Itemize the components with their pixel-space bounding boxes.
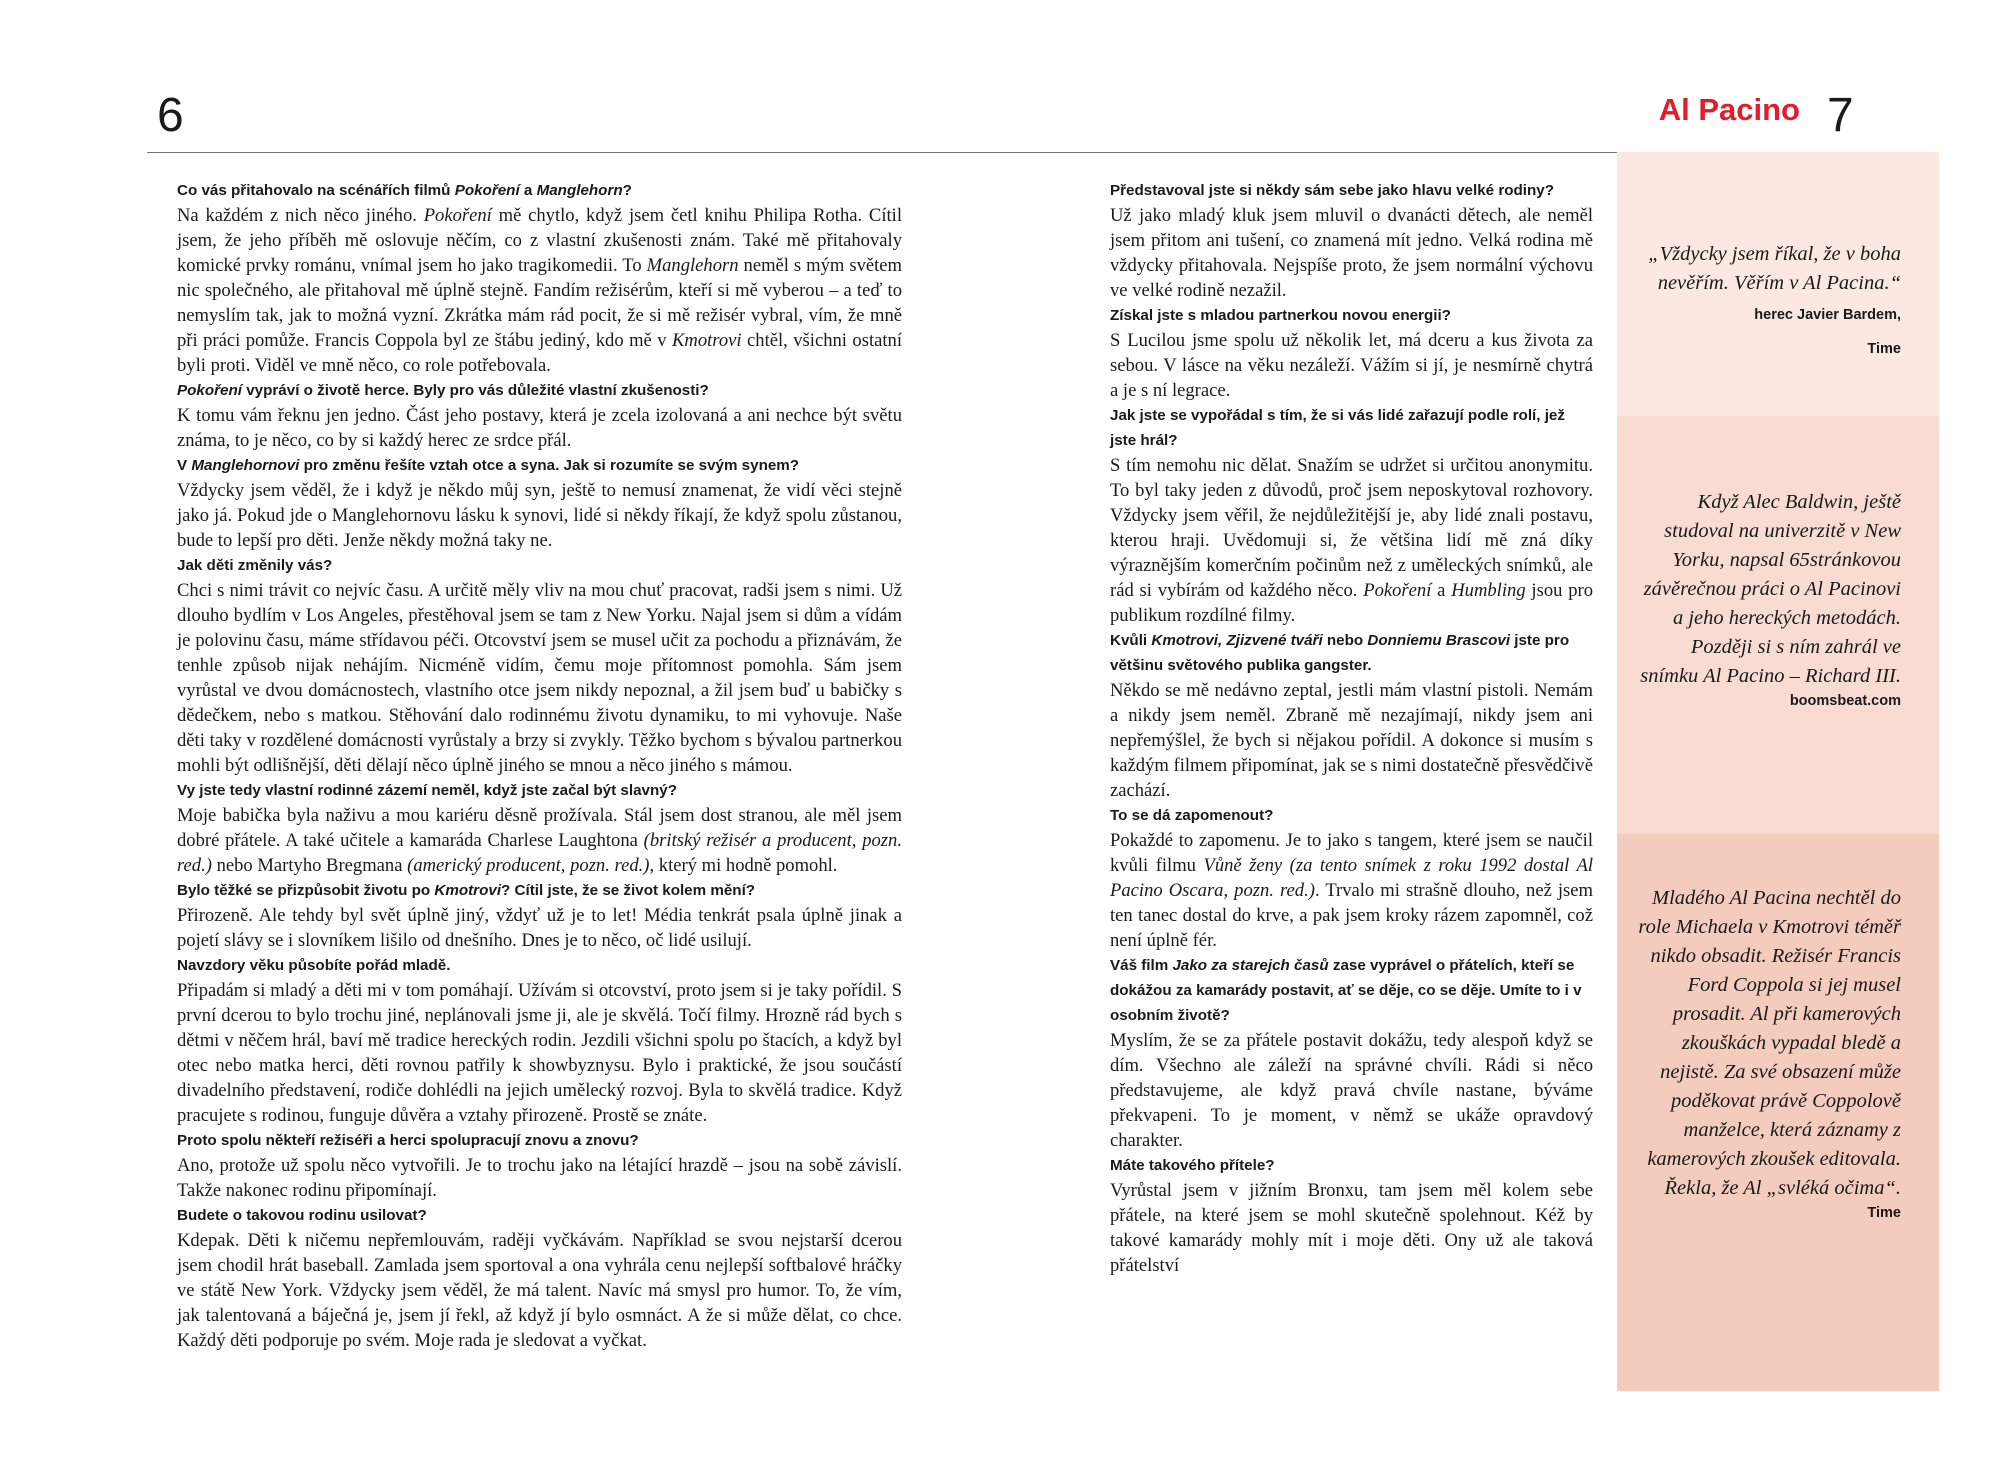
sidebar-fact-source: Time bbox=[1867, 1205, 1901, 1221]
interview-answer: Moje babička byla naživu a mou kariéru děsně prožívala. Stál jsem dost stranou, ale měl jsem dobré přátele. A také učitele a kamaráda Charlese Laughtona (britský režisér a producent, pozn. red.) nebo Martyho Bregmana (americký producent, pozn. red.), který mi hodně pomohl. bbox=[177, 805, 902, 876]
page-number-right: 7 bbox=[1827, 89, 1854, 142]
sidebar-fact-baldwin bbox=[1617, 416, 1939, 834]
interview-question: Váš film Jako za starejch časů zase vyprável o přátelích, kteří se dokážou za kamarády postavit, ať se děje, co se děje. Umíte to i v osobním životě? bbox=[1110, 957, 1582, 1024]
sidebar-fact-coppola bbox=[1617, 834, 1939, 1391]
interview-answer: Pokaždé to zapomenu. Je to jako s tangem, které jsem se naučil kvůli filmu Vůně ženy (za tento snímek z roku 1992 dostal Al Pacino Oscara, pozn. red.). Trvalo mi strašně dlouho, než jsem ten tanec dostal do krve, a pak jsem kroky rázem zapomněl, což není úplně fér. bbox=[1110, 830, 1594, 951]
interview-question: Vy jste tedy vlastní rodinné zázemí neměl, když jste začal být slavný? bbox=[177, 782, 677, 799]
interview-question: Máte takového přítele? bbox=[1110, 1157, 1275, 1174]
interview-question: Navzdory věku působíte pořád mladě. bbox=[177, 957, 451, 974]
interview-question: Kvůli Kmotrovi, Zjizvené tváři nebo Donniemu Brascovi jste pro většinu světového publika gangster. bbox=[1110, 632, 1570, 674]
sidebar-quote-text: „Vždycky jsem říkal, že v boha nevěřím. Věřím v Al Pacina.“ bbox=[1648, 243, 1901, 294]
interview-answer: K tomu vám řeknu jen jedno. Část jeho postavy, která je zcela izolovaná a ani nechce být světu známa, to je něco, co by si každý herec ze srdce přál. bbox=[177, 405, 902, 451]
running-head: Al Pacino bbox=[1658, 92, 1800, 127]
interview-question: Pokoření vypráví o životě herce. Byly pro vás důležité vlastní zkušenosti? bbox=[177, 382, 709, 399]
interview-question: Budete o takovou rodinu usilovat? bbox=[177, 1207, 427, 1224]
interview-question: To se dá zapomenout? bbox=[1110, 807, 1274, 824]
interview-answer: Už jako mladý kluk jsem mluvil o dvanácti dětech, ale neměl jsem přitom ani tušení, co znamená mít jedno. Velká rodina mě vždycky přitahovala. Nejspíše proto, že jsem normální výchovu ve velké rodině nezažil. bbox=[1110, 205, 1593, 301]
interview-question: Získal jste s mladou partnerkou novou energii? bbox=[1110, 307, 1451, 324]
sidebar-fact-source: boomsbeat.com bbox=[1789, 693, 1901, 709]
interview-answer: Připadám si mladý a děti mi v tom pomáhají. Užívám si otcovství, proto jsem si je taky pořídil. S první dcerou to bylo trochu jiné, neplánovali jsme ji, ale je skvělá. Točí filmy. Hrozně rád bych s dětmi v něčem hrál, baví mě tradice hereckých rodin. Jezdili všichni spolu po štacích, a když byl otec nebo matka herci, děti rovnou patřily k showbyznysu. Bylo i praktické, že jsou součástí divadelního představení, rodiče dohlédli na jejich umělecký rozvoj. Byla to skvělá tradice. Když pracujete s rodinou, funguje důvěra a vztahy přirozeně. Prostě se znáte. bbox=[177, 980, 902, 1126]
interview-answer: Na každém z nich něco jiného. Pokoření mě chytlo, když jsem četl knihu Philipa Rotha. Cítil jsem, že jeho příběh mě oslovuje něčím, co z vlastní zkušenosti znám. Také mě přitahovaly komické prvky románu, vnímal jsem ho jako tragikomedii. To Manglehorn neměl s mým světem nic společného, ale přitahoval mě úplně stejně. Fandím režisérům, kteří si mě vyberou – a teď to nemyslím tak, jak to možná vyzní. Zkrátka mám rád pocit, že si mě režisér vybral, vím, že mně při práci pomůže. Francis Coppola byl ze štábu jediný, kdo mě v Kmotrovi chtěl, všichni ostatní byli proti. Viděl ve mně něco, co role potřebovala. bbox=[177, 205, 903, 376]
interview-question: Představoval jste si někdy sám sebe jako hlavu velké rodiny? bbox=[1110, 182, 1555, 199]
interview-answer: S tím nemohu nic dělat. Snažím se udržet si určitou anonymitu. To byl taky jeden z důvodů, proč jsem neposkytoval rozhovory. Vždycky jsem věřil, že nejdůležitější je, aby lidé znali postavu, kterou hraji. Uvědomuji si, že většina lidí mě zná díky výraznějším komerčním počinům než z uměleckých snímků, ale rád si vybírám od každého něco. Pokoření a Humbling jsou pro publikum rozdílné filmy. bbox=[1110, 455, 1593, 626]
interview-question: Co vás přitahovalo na scénářích filmů Pokoření a Manglehorn? bbox=[177, 182, 632, 199]
interview-answer: Chci s nimi trávit co nejvíc času. A určitě měly vliv na mou chuť pracovat, radši jsem s nimi. Už dlouho bydlím v Los Angeles, přestěhoval jsem se tam z New Yorku. Najal jsem si dům a vídám je polovinu času, máme střídavou péči. Otcovství jsem se musel učit za pochodu a přiznávám, že tenhle způsob nijak neháјím. Nicméně vidím, čemu moje přítomnost pomohla. Sám jsem vyrůstal ve dvou domácnostech, vlastního otce jsem nikdy nepoznal, a žil jsem buď u babičky s dědečkem, nebo s matkou. Stěhování dalo rodinnému životu dynamiku, to mi vyhovuje. Naše děti taky v rozdělené domácnosti vyrůstaly a brzy si zvykly. Těžko bychom s bývalou partnerkou mohli být odlišnější, děti dělají něco úplně jiného se mnou a něco jiného s mámou. bbox=[177, 580, 902, 776]
interview-answer: Vyrůstal jsem v jižním Bronxu, tam jsem měl kolem sebe přátele, na které jsem se mohl skutečně spolehnout. Kéž by takové kamarády mohly mít i moje děti. Ony už ale taková přátelství bbox=[1110, 1180, 1593, 1276]
article-column-right bbox=[1110, 178, 1593, 1278]
interview-question: Jak děti změnily vás? bbox=[177, 557, 333, 574]
sidebar-quote-author: herec Javier Bardem, bbox=[1754, 307, 1901, 323]
interview-answer: Přirozeně. Ale tehdy byl svět úplně jiný, vždyť už je to let! Média tenkrát psala úplně jinak a pojetí slávy se i slovníkem lišilo od dnešního. Dnes je to něco, oč lidé usilují. bbox=[177, 905, 902, 951]
sidebar-quote-bardem bbox=[1617, 152, 1939, 416]
page-number-left: 6 bbox=[157, 89, 184, 142]
sidebar-quote-source: Time bbox=[1867, 341, 1901, 357]
article-column-left bbox=[177, 178, 902, 1353]
interview-answer: Myslím, že se za přátele postavit dokážu, tedy alespoň když se dím. Všechno ale záleží na správné chvíli. Rádi si něco představujeme, ale když pravá chvíle nastane, býváme překvapeni. To je moment, v němž se ukáže opravdový charakter. bbox=[1110, 1030, 1593, 1151]
interview-answer: Vždycky jsem věděl, že i když je někdo můj syn, ještě to nemusí znamenat, že vidí věci stejně jako já. Pokud jde o Manglehornovu lásku k synovi, lidé si někdy říkají, že když spolu zůstanou, bude to lepší pro děti. Jenže někdy možná taky ne. bbox=[177, 480, 902, 551]
interview-answer: Kdepak. Děti k ničemu nepřemlouvám, raději vyčkávám. Například se svou nejstarší dcerou jsem chodil hrát baseball. Zamlada jsem sportoval a ona vyhrála cenu nejlepší softbalové hráčky ve státě New York. Vždycky jsem věděl, že má talent. Navíc má smysl pro humor. To, že vím, jak talentovaná a báječná je, jsem jí řekl, až když jí bylo osmnáct. A že si může dělat, co chce. Každý děti podporuje po svém. Moje rada je sledovat a vyčkat. bbox=[177, 1230, 902, 1351]
interview-answer: S Lucilou jsme spolu už několik let, má dceru a kus života za sebou. V lásce na věku nezáleží. Vážím si jí, je nesmírně chytrá a je s ní legrace. bbox=[1110, 330, 1593, 401]
interview-question: Jak jste se vypořádal s tím, že si vás lidé zařazují podle rolí, jež jste hrál? bbox=[1110, 407, 1565, 449]
interview-answer: Někdo se mě nedávno zeptal, jestli mám vlastní pistoli. Nemám a nikdy jsem neměl. Zbraně mě nezajímají, nikdy jsem ani nepřemýšlel, že bych si nějakou pořídil. A dokonce si musím s každým filmem připomínat, jak se s nimi dostatečně přesvědčivě zachází. bbox=[1110, 680, 1593, 801]
interview-question: V Manglehornovi pro změnu řešíte vztah otce a syna. Jak si rozumíte se svým synem? bbox=[177, 457, 800, 474]
interview-answer: Ano, protože už spolu něco vytvořili. Je to trochu jako na létající hrazdě – jsou na sobě závislí. Takže nakonec rodinu připomínají. bbox=[177, 1155, 902, 1201]
interview-question: Proto spolu někteří režiséři a herci spolupracují znovu a znovu? bbox=[177, 1132, 639, 1149]
interview-question: Bylo těžké se přizpůsobit životu po Kmotrovi? Cítil jste, že se život kolem mění? bbox=[177, 882, 756, 899]
sidebar-fact-text: Když Alec Baldwin, ještě studoval na univerzitě v New Yorku, napsal 65stránkovou závěrečnou práci o Al Pacinovi a jeho hereckých metodách. Později si s ním zahrál ve snímku Al Pacino – Richard III. bbox=[1640, 491, 1901, 687]
sidebar-fact-text: Mladého Al Pacina nechtěl do role Michaela v Kmotrovi téměř nikdo obsadit. Režisér Francis Ford Coppola si jej musel prosadit. Al při kamerových zkouškách vypadal bledě a nejistě. Za své obsazení může poděkovat právě Coppolově manželce, která záznamy z kamerových zkoušek editovala. Řekla, že Al „svléká očima“. bbox=[1638, 887, 1901, 1199]
